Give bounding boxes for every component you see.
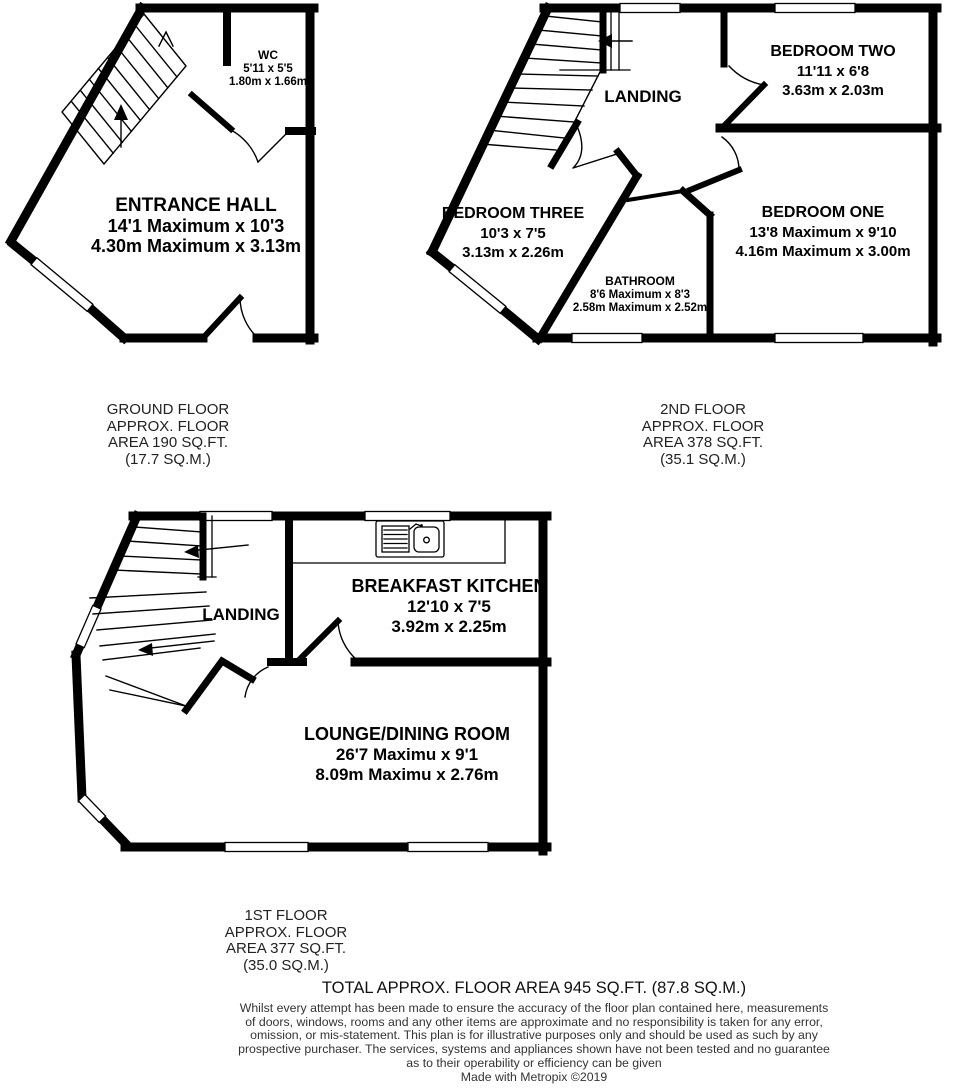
room-name: BATHROOM [605, 274, 675, 288]
caption-line: APPROX. FLOOR [106, 417, 230, 435]
room-size-ft: 12'10 x 7'5 [407, 596, 491, 616]
disclaimer-line: of doors, windows, rooms and any other items are approximate and no responsibility is taken for any error, [245, 1014, 823, 1029]
door-arc [240, 298, 258, 338]
door-leaf [192, 95, 231, 129]
wc-label [229, 49, 307, 90]
door-leaf [203, 298, 240, 338]
room-size-m: 3.13m x 2.26m [462, 244, 564, 261]
disclaimer-line: Whilst every attempt has been made to ensure the accuracy of the floor plan contained here, measurements [239, 1001, 829, 1015]
first-floor-walls [76, 516, 547, 851]
caption-line: 2ND FLOOR [660, 401, 746, 418]
room-name: BEDROOM THREE [441, 205, 585, 222]
room-size-m: 3.63m x 2.03m [782, 82, 884, 99]
first-floor-caption [225, 908, 348, 974]
room-size-ft: 8'6 Maximum x 8'3 [589, 288, 691, 301]
door-arc [729, 66, 764, 85]
caption-line: 1ST FLOOR [244, 907, 328, 924]
room-name: LANDING [202, 605, 280, 624]
caption-line: AREA 377 SQ.FT. [225, 940, 347, 957]
room-size-ft: 11'11 x 6'8 [796, 62, 870, 80]
room-size-m: 4.30m Maximum x 3.13m [90, 236, 302, 256]
bathroom-label [573, 275, 707, 316]
door-arc [722, 137, 739, 170]
bedroom-three-label [442, 204, 584, 263]
door-arc [245, 667, 268, 697]
door-leaf [299, 621, 338, 660]
room-size-m: 2.58m Maximum x 2.52m [572, 302, 708, 314]
room-size-m: 8.09m Maximu x 2.76m [315, 765, 499, 784]
room-name: BEDROOM ONE [761, 204, 885, 221]
window [31, 258, 93, 312]
room-size-ft: 10'3 x 7'5 [480, 224, 546, 242]
room-size-m: 3.92m x 2.25m [391, 617, 507, 636]
room-name: LOUNGE/DINING ROOM [304, 724, 510, 744]
caption-line: (35.0 SQ.M.) [243, 956, 329, 974]
ground-floor-caption [107, 402, 230, 468]
room-size-m: 1.80m x 1.66m [228, 76, 308, 88]
room-name: BREAKFAST KITCHEN [351, 576, 547, 596]
door-leaf [724, 85, 764, 126]
room-name: BEDROOM TWO [770, 43, 896, 60]
disclaimer-line: as to their operability or efficiency can be given [406, 1055, 662, 1070]
room-name: ENTRANCE HALL [115, 195, 277, 216]
caption-line: APPROX. FLOOR [224, 923, 348, 941]
first-floor-landing-label [202, 606, 279, 624]
first-floor-doors [245, 621, 357, 697]
bedroom-two-label [770, 42, 895, 101]
caption-line: AREA 378 SQ.FT. [642, 434, 764, 451]
room-name: WC [257, 48, 278, 62]
caption-line: (35.1 SQ.M.) [660, 450, 746, 468]
footer [238, 979, 830, 1084]
lounge-dining-label [304, 724, 510, 786]
second-floor-caption [642, 402, 765, 468]
room-size-ft: 14'1 Maximum x 10'3 [107, 216, 285, 236]
second-floor-landing-label [604, 88, 681, 106]
breakfast-kitchen-label [351, 576, 546, 638]
bedroom-one-label [735, 203, 910, 262]
room-size-ft: 26'7 Maximu x 9'1 [335, 744, 479, 764]
caption-line: APPROX. FLOOR [641, 417, 765, 435]
room-size-ft: 5'11 x 5'5 [243, 62, 293, 75]
first-floor-plan [76, 512, 547, 852]
disclaimer-line: prospective purchaser. The services, systems and appliances shown have not been tested and no guarantee [238, 1042, 830, 1057]
total-floor-area: TOTAL APPROX. FLOOR AREA 945 SQ.FT. (87.8 SQ.M.) [321, 979, 747, 997]
door-leaf [690, 170, 739, 190]
disclaimer [238, 1002, 830, 1084]
door-arc [231, 130, 258, 162]
caption-line: GROUND FLOOR [106, 401, 230, 418]
caption-line: (17.7 SQ.M.) [125, 450, 211, 468]
room-size-ft: 13'8 Maximum x 9'10 [749, 223, 897, 241]
metropix-credit: Made with Metropix ©2019 [460, 1069, 608, 1084]
room-name: LANDING [604, 87, 682, 106]
disclaimer-line: omission, or mis-statement. This plan is for illustrative purposes only and should be used as such by any [250, 1028, 818, 1043]
stairs-up-arrow [142, 641, 214, 649]
sink-icon [376, 521, 444, 557]
caption-line: AREA 190 SQ.FT. [107, 434, 229, 451]
entrance-hall-label [91, 196, 301, 256]
room-size-m: 4.16m Maximum x 3.00m [735, 243, 911, 260]
